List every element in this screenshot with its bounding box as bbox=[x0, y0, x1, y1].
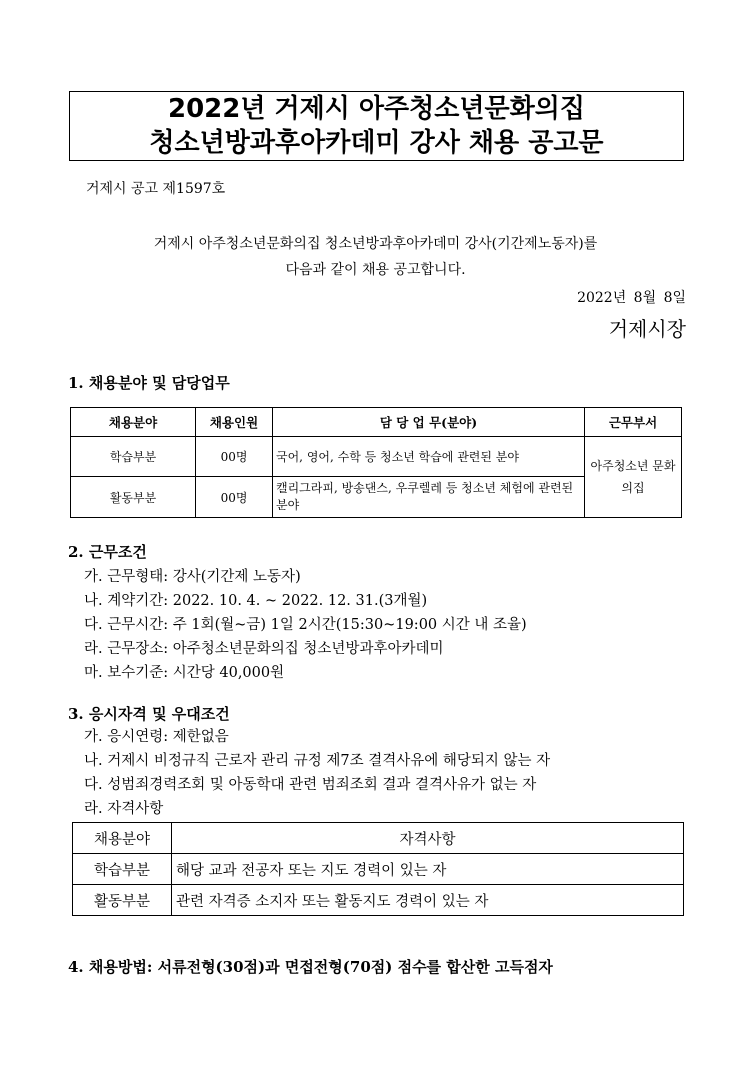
table-header-row bbox=[71, 408, 682, 437]
intro-line-1: 거제시 아주청소년문화의집 청소년방과후아카데미 강사(기간제노동자)를 bbox=[153, 236, 598, 252]
work-condition-item: 마. 보수기준: 시간당 40,000원 bbox=[84, 665, 285, 681]
qualification-item: 다. 성범죄경력조회 및 아동학대 관련 범죄조회 결과 결격사유가 없는 자 bbox=[84, 777, 537, 793]
qualification-item: 라. 자격사항 bbox=[84, 801, 164, 817]
qualification-item: 나. 거제시 비정규직 근로자 관리 규정 제7조 결격사유에 해당되지 않는 자 bbox=[84, 753, 551, 769]
section-4-heading: 4. 채용방법: 서류전형(30점)과 면접전형(70점) 점수를 합산한 고득점자 bbox=[68, 958, 553, 976]
table-header-row bbox=[73, 823, 684, 854]
table-header: 담 당 업 무(분야) bbox=[273, 408, 585, 437]
work-condition-item: 가. 근무형태: 강사(기간제 노동자) bbox=[84, 569, 301, 585]
work-condition-item: 나. 계약기간: 2022. 10. 4. ~ 2022. 12. 31.(3개월) bbox=[84, 593, 428, 609]
intro-line-2: 다음과 같이 채용 공고합니다. bbox=[285, 262, 466, 278]
field-cell: 활동부분 bbox=[71, 477, 196, 518]
qualification-cell: 관련 자격증 소지자 또는 활동지도 경력이 있는 자 bbox=[172, 885, 684, 916]
document-title bbox=[69, 91, 684, 161]
count-cell: 00명 bbox=[196, 437, 273, 477]
field-cell: 학습부분 bbox=[73, 854, 172, 885]
table-header: 채용인원 bbox=[196, 408, 273, 437]
duty-cell: 국어, 영어, 수학 등 청소년 학습에 관련된 분야 bbox=[273, 437, 585, 477]
qualification-item: 가. 응시연령: 제한없음 bbox=[84, 729, 229, 745]
count-cell: 00명 bbox=[196, 477, 273, 518]
section-3-heading: 3. 응시자격 및 우대조건 bbox=[68, 705, 230, 723]
notice-date: 2022년 8월 8일 bbox=[577, 290, 686, 306]
issuer: 거제시장 bbox=[608, 317, 686, 341]
field-cell: 활동부분 bbox=[73, 885, 172, 916]
department-cell: 아주청소년 문화의집 bbox=[585, 437, 682, 518]
qualification-cell: 해당 교과 전공자 또는 지도 경력이 있는 자 bbox=[172, 854, 684, 885]
table-header: 자격사항 bbox=[172, 823, 684, 854]
table-header: 근무부서 bbox=[585, 408, 682, 437]
table-row bbox=[73, 854, 684, 885]
qualification-table bbox=[72, 822, 684, 916]
field-cell: 학습부분 bbox=[71, 437, 196, 477]
section-2-heading: 2. 근무조건 bbox=[68, 543, 147, 561]
table-row bbox=[71, 437, 682, 477]
duty-cell: 캘리그라피, 방송댄스, 우쿠렐레 등 청소년 체험에 관련된 분야 bbox=[273, 477, 585, 518]
title-line-2: 청소년방과후아카데미 강사 채용 공고문 bbox=[149, 128, 604, 158]
title-line-1: 2022년 거제시 아주청소년문화의집 bbox=[168, 94, 585, 124]
table-header: 채용분야 bbox=[73, 823, 172, 854]
table-header: 채용분야 bbox=[71, 408, 196, 437]
recruitment-table bbox=[70, 407, 682, 518]
notice-number: 거제시 공고 제1597호 bbox=[86, 181, 226, 197]
work-condition-item: 라. 근무장소: 아주청소년문화의집 청소년방과후아카데미 bbox=[84, 641, 444, 657]
table-row bbox=[73, 885, 684, 916]
section-1-heading: 1. 채용분야 및 담당업무 bbox=[68, 374, 230, 392]
work-condition-item: 다. 근무시간: 주 1회(월~금) 1일 2시간(15:30~19:00 시간 내 조율) bbox=[84, 617, 527, 633]
